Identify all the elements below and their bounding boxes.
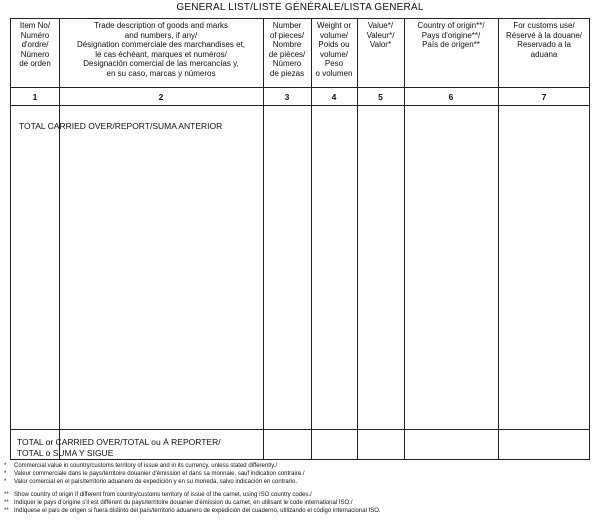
column-divider: [498, 19, 499, 459]
header-rule: [11, 87, 589, 88]
column-number: 4: [331, 92, 337, 102]
column-divider: [357, 19, 358, 459]
footnote: ** Indíquese el país de origen si fuera distinto del país/territorio aduanero de expedición del cuaderno, utilizando el código internacional ISO.: [4, 507, 381, 514]
column-number: 3: [284, 92, 290, 102]
header-weight: Weight or volume/ Poids ou volume/ Peso o volumen: [315, 21, 353, 78]
page-title: GENERAL LIST/LISTE GÉNÉRALE/LISTA GENERAL: [176, 2, 424, 13]
header-description: Trade description of goods and marks and numbers, if any/ Désignation commerciale des marchandises et, le cas échéant, marques et numéros/ Designación comercial de las mercancías y, en su caso, marcas y números: [76, 21, 246, 78]
footnotes: [4, 463, 596, 516]
footnote: * Valor comercial en el país/territorio aduanero de expedición y en su moneda, salvo indicación en contrario.: [4, 478, 298, 485]
column-number: 5: [378, 92, 383, 102]
column-divider: [263, 19, 264, 459]
general-list-table: [10, 18, 590, 460]
header-customs: For customs use/ Réservé à la douane/ Reservado a la aduana: [505, 21, 583, 59]
column-number: 1: [32, 92, 38, 102]
footnote: ** Show country of origin if different from country/customs territory of issue of the carnet, using ISO country codes./: [4, 492, 312, 499]
column-number: 6: [448, 92, 454, 102]
header-item-no: Item No/ Numéro d'ordre/ Número de orden: [19, 21, 51, 69]
column-divider: [311, 19, 312, 459]
column-number: 7: [541, 92, 547, 102]
total-carried-over-label: TOTAL CARRIED OVER/REPORT/SUMA ANTERIOR: [19, 121, 223, 131]
number-row-rule: [11, 105, 589, 106]
total-row-rule: [11, 429, 589, 430]
column-divider: [404, 19, 405, 459]
footnote: ** Indiquer le pays d'origine s'il est différent du pays/territoire douanier d'émission du carnet, en utilisant le code international ISO./: [4, 500, 353, 507]
total-or-carried-over-label: TOTAL or CARRIED OVER/TOTAL ou À REPORTER/ TOTAL o SUMA Y SIGUE: [17, 437, 221, 458]
column-divider: [59, 19, 60, 459]
header-origin: Country of origin**/ Pays d'origine**/ País de origen**: [417, 21, 485, 50]
column-number: 2: [158, 92, 164, 102]
footnote: * Commercial value in country/customs territory of issue and in its currency, unless stated differently./: [4, 463, 278, 469]
footnote: * Valeur commerciale dans le pays/territoire douanier d'émission et dans sa monnaie, sauf indication contraire./: [4, 470, 305, 477]
header-pieces: Number of pieces/ Nombre de pièces/ Número de piezas: [268, 21, 306, 78]
header-value: Value*/ Valeur*/ Valor*: [366, 21, 395, 50]
